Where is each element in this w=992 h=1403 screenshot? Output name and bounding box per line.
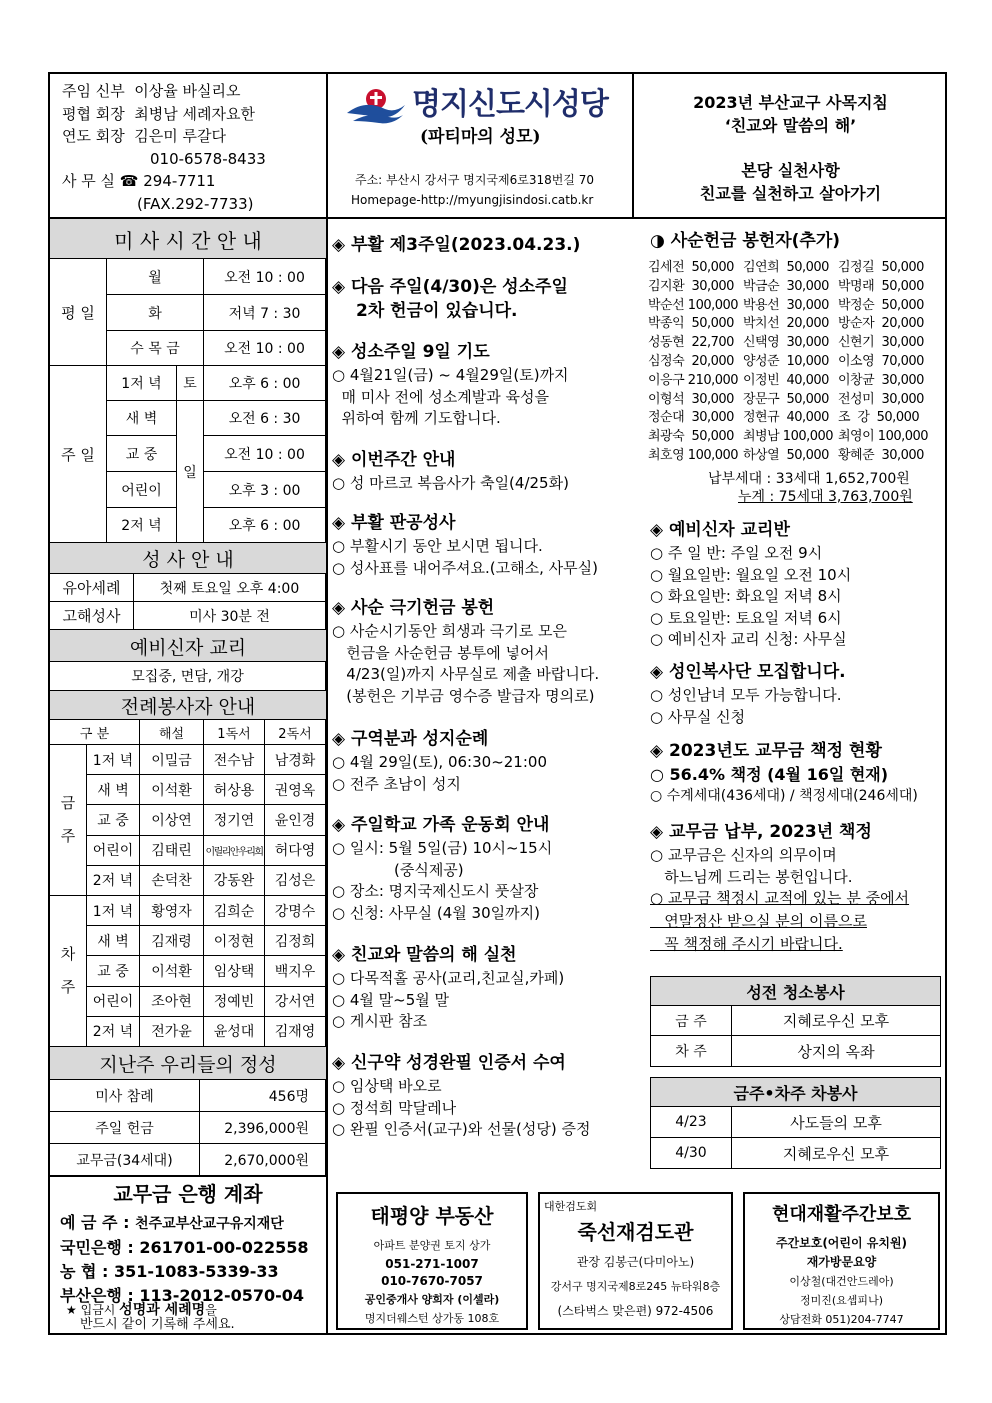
liturgy-minister: 전가윤 <box>140 1017 204 1047</box>
announcement-line: ○ 임상택 바오로 <box>332 1077 442 1095</box>
ad-title: 현대재활주간보호 <box>771 1204 912 1225</box>
announcement-title <box>650 823 872 843</box>
mass-name: 1저 녁 <box>107 366 177 401</box>
sunday-label: 주 일 <box>50 366 107 543</box>
donor-entry: 최호영 100,000 <box>648 448 739 463</box>
announcement-title-text: 성소주일 9일 기도 <box>351 342 490 362</box>
liturgy-minister: 이밀금 <box>140 745 204 775</box>
announcement-line: ○ 성사표를 내어주셔요.(고해소, 사무실) <box>332 558 598 577</box>
diamond-icon: ◈ <box>332 450 351 470</box>
liturgy-title: 전례봉사자 안내 <box>120 696 256 718</box>
liturgy-minister: 김정희 <box>265 926 326 956</box>
info-label: 평협 회장 <box>62 104 125 123</box>
bank-title: 교무금 은행 계좌 <box>113 1182 263 1206</box>
donor-entry: 최광숙 50,000 <box>648 429 734 445</box>
info-fax: (FAX.292-7733) <box>137 194 254 213</box>
note-text: ★ 입금시 <box>66 1303 120 1317</box>
announcement-line: ○ 신청: 사무실 (4월 30일까지) <box>332 903 540 922</box>
announcement-title-text: 부활 판공성사 <box>351 513 456 533</box>
donor-entry: 성동현 22,700 <box>648 335 734 351</box>
announcement-underlined-line: ○ 교무금 책정시 교적에 있는 분 중에서 <box>650 889 910 907</box>
info-value: 294-7711 <box>143 172 216 190</box>
announcement-line: (봉헌은 기부금 영수증 발급자 명의로) <box>332 686 595 705</box>
diamond-icon: ◈ <box>650 662 669 682</box>
church-address: 주소: 부산시 강서구 명지국제6로318번길 70 <box>355 173 594 187</box>
mass-time: 오전 10 : 00 <box>204 436 326 472</box>
announcement-title-text: 구역분과 성지순례 <box>351 729 489 749</box>
donor-entry: 정순대 30,000 <box>648 410 734 426</box>
mass-time: 오후 3 : 00 <box>204 472 326 508</box>
offering-label: 주일 헌금 <box>50 1112 200 1144</box>
ad-care <box>743 1192 940 1330</box>
diamond-icon: ◈ <box>650 741 669 761</box>
mass-time: 오후 6 : 00 <box>204 508 326 543</box>
donor-entry: 하상열 50,000 <box>743 448 829 463</box>
announcement-title <box>332 946 517 966</box>
liturgy-header: 구 분 <box>50 720 140 745</box>
liturgy-minister: 이정현 <box>204 926 265 956</box>
donor-entry: 김정길 50,000 <box>838 260 924 275</box>
lent-title: ◑ 사순헌금 봉헌자(추가) <box>650 231 841 251</box>
info-value: 최병남 세례자요한 <box>134 104 255 123</box>
announcement-line: 헌금을 사순헌금 봉투에 넣어서 <box>332 643 549 662</box>
lent-summary-2: 누계 : 75세대 3,763,700원 <box>738 489 913 505</box>
ad-line: 아파트 분양권 토지 상가 <box>373 1239 491 1252</box>
lent-summary-1: 납부세대 : 33세대 1,652,700원 <box>708 471 910 487</box>
announcement-title <box>650 521 790 541</box>
offering-value: 456명 <box>200 1080 326 1112</box>
announcement-title-text: 사순 극기헌금 봉헌 <box>351 598 495 618</box>
diamond-icon: ◈ <box>332 729 351 749</box>
liturgy-mass: 교 중 <box>87 805 140 835</box>
cleaning-value: 상지의 옥좌 <box>797 1042 875 1061</box>
mass-time: 오전 10 : 00 <box>204 259 326 295</box>
note-emphasis: 성명과 세례명 <box>119 1302 206 1318</box>
mass-day: 월 <box>107 259 204 295</box>
announcement-line: ○ 완필 인증서(교구)와 선물(성당) 증정 <box>332 1120 591 1138</box>
ad-top: 대한검도회 <box>544 1200 598 1213</box>
catechumen-value: 모집중, 면담, 개강 <box>50 662 326 691</box>
bank-label: 국민은행 : <box>60 1238 134 1257</box>
mass-day: 수 목 금 <box>107 331 204 366</box>
announcement-title-line2: 2차 헌금이 있습니다. <box>356 301 518 321</box>
announcement-title <box>332 451 455 471</box>
church-logo-icon <box>345 85 407 125</box>
tea-title: 금주•차주 차봉사 <box>651 1078 940 1107</box>
announcement-title <box>332 514 455 534</box>
liturgy-minister: 김태린 <box>140 836 204 866</box>
announcement-line: 위하여 함께 기도합니다. <box>332 409 501 427</box>
diamond-icon: ◈ <box>650 520 669 540</box>
liturgy-mass: 1저 녁 <box>87 896 140 926</box>
donor-entry: 박용선 30,000 <box>743 297 829 313</box>
announcement-line: ○ 교무금은 신자의 의무이며 <box>650 846 837 864</box>
practice-line1: 본당 실천사항 <box>741 161 840 180</box>
donor-entry: 김세전 50,000 <box>648 260 734 275</box>
announcement-line: 하느님께 드리는 봉헌입니다. <box>650 867 853 886</box>
announcement-title-text: 이번주간 안내 <box>351 450 456 470</box>
liturgy-minister: 이릴리안우리희 <box>204 836 265 866</box>
info-label: 사 무 실 ☎ <box>62 172 139 190</box>
announcement-line: ○ 월요일반: 월요일 오전 10시 <box>650 565 852 584</box>
liturgy-mass: 1저 녁 <box>87 745 140 775</box>
church-subtitle: (파티마의 성모) <box>420 127 541 147</box>
next-week-label: 차 주 <box>50 896 87 1047</box>
liturgy-mass: 교 중 <box>87 956 140 986</box>
donor-entry: 박금순 30,000 <box>743 278 829 294</box>
weekday-label: 평 일 <box>50 259 107 366</box>
liturgy-minister: 김희순 <box>204 896 265 926</box>
announcement-title-text: 친교와 말씀의 해 실천 <box>351 945 517 965</box>
donor-entry: 양성준 10,000 <box>743 354 829 369</box>
ad-line: 재가방문요양 <box>806 1255 877 1269</box>
ad-real-estate <box>336 1192 528 1330</box>
announcement-line: ○ 장소: 명지국제신도시 풋살장 <box>332 882 539 900</box>
announcement-line: ○ 전주 초남이 성지 <box>332 774 461 793</box>
liturgy-header: 해설 <box>140 720 204 745</box>
tea-date: 4/23 <box>651 1107 732 1138</box>
announcement-underlined-line: 연말정산 받으실 분의 이름으로 <box>650 912 867 930</box>
donor-entry: 최병남 100,000 <box>743 429 834 445</box>
ad-line: 정미진(요셉피나) <box>800 1294 883 1307</box>
this-week-label: 금 주 <box>50 745 87 896</box>
announcement-line: ○ 게시판 참조 <box>332 1012 428 1030</box>
diamond-icon: ◈ <box>332 277 351 297</box>
mass-time: 오전 10 : 00 <box>204 331 326 366</box>
church-homepage[interactable]: Homepage-http://myungjisindosi.catb.kr <box>351 193 594 207</box>
donor-entry: 박종익 50,000 <box>648 316 734 332</box>
mass-time: 저녁 7 : 30 <box>204 295 326 331</box>
donor-entry: 조 강 50,000 <box>838 410 920 426</box>
donor-entry: 방순자 20,000 <box>838 316 924 332</box>
announcement-title <box>332 1054 566 1074</box>
mass-time: 오전 6 : 30 <box>204 401 326 436</box>
mass-day: 토 <box>177 366 204 401</box>
mass-name: 어린이 <box>107 472 177 508</box>
liturgy-mass: 어린이 <box>87 987 140 1017</box>
divider <box>48 1175 327 1177</box>
sacrament-title: 성 사 안 내 <box>142 549 234 571</box>
mass-name: 2저 녁 <box>107 508 177 543</box>
ad-line: 명지더웨스턴 상가동 108호 <box>364 1312 500 1325</box>
announcement-title-text: 예비신자 교리반 <box>669 520 790 540</box>
liturgy-minister: 허다영 <box>265 836 326 866</box>
liturgy-minister: 임상택 <box>204 956 265 986</box>
donor-entry: 신택영 30,000 <box>743 335 829 351</box>
practice-line2: 친교를 실천하고 살아가기 <box>699 184 882 203</box>
liturgy-minister: 황영자 <box>140 896 204 926</box>
ad-kendo <box>538 1192 733 1330</box>
bank-account: 113-2012-0570-04 <box>139 1286 305 1305</box>
diamond-icon: ◈ <box>332 513 351 533</box>
ad-title: 죽선재검도관 <box>577 1220 694 1244</box>
donor-entry: 박명래 50,000 <box>838 278 924 294</box>
offering-value: 2,396,000원 <box>200 1112 326 1144</box>
announcement-line: ○ 성인남녀 모두 가능합니다. <box>650 686 842 704</box>
cleaning-label: 차 주 <box>651 1036 732 1066</box>
tea-group: 지혜로우신 모후 <box>782 1144 890 1163</box>
bank-account: 261701-00-022558 <box>139 1238 309 1257</box>
motto-line1: 2023년 부산교구 사목지침 <box>693 93 888 112</box>
offering-label: 교무금(34세대) <box>50 1144 200 1176</box>
mass-name: 새 벽 <box>107 401 177 436</box>
announcement-title <box>332 816 549 836</box>
liturgy-header: 1독서 <box>204 720 265 745</box>
note-text: 을 <box>205 1303 217 1317</box>
sacrament-value: 미사 30분 전 <box>134 602 326 630</box>
donor-entry: 장문구 50,000 <box>743 391 829 407</box>
diamond-icon: ◈ <box>332 342 351 362</box>
announcement-title-text: 다음 주일(4/30)은 성소주일 <box>351 277 568 297</box>
diamond-icon: ◈ <box>332 815 351 835</box>
announcement-title-text: 성인복사단 모집합니다. <box>669 662 846 682</box>
ad-line: 주간보호(어린이 유치원) <box>775 1236 908 1250</box>
liturgy-minister: 허상용 <box>204 775 265 805</box>
donor-entry: 전성미 30,000 <box>838 391 924 407</box>
announcement-title-text: 부활 제3주일(2023.04.23.) <box>351 235 581 255</box>
divider <box>326 72 328 219</box>
cleaning-value: 지혜로우신 모후 <box>732 1006 940 1036</box>
donor-entry: 심정숙 20,000 <box>648 354 734 369</box>
mass-title: 미 사 시 간 안 내 <box>114 228 262 253</box>
sacrament-label: 유아세례 <box>50 574 134 602</box>
announcement-title <box>332 730 488 750</box>
liturgy-minister: 이석환 <box>140 775 204 805</box>
offering-label: 미사 참례 <box>50 1080 200 1112</box>
liturgy-minister: 손덕찬 <box>140 866 204 896</box>
bank-label: 농 협 : <box>60 1262 109 1281</box>
church-name: 명지신도시성당 <box>412 87 608 122</box>
liturgy-header: 2독서 <box>265 720 326 745</box>
catechumen-title: 예비신자 교리 <box>129 636 247 659</box>
donor-entry: 박순선 100,000 <box>648 297 739 313</box>
liturgy-minister: 강동완 <box>204 866 265 896</box>
cleaning-label: 금 주 <box>651 1006 732 1036</box>
liturgy-minister: 정기연 <box>204 805 265 835</box>
diamond-icon: ◈ <box>332 235 351 255</box>
bank-note-2: 반드시 같이 기록해 주세요. <box>80 1317 235 1332</box>
liturgy-minister: 이상연 <box>140 805 204 835</box>
liturgy-mass: 2저 녁 <box>87 1017 140 1047</box>
sacrament-value: 첫째 토요일 오후 4:00 <box>134 574 326 602</box>
ad-line: (스타벅스 맞은편) 972-4506 <box>557 1304 714 1318</box>
liturgy-mass: 2저 녁 <box>87 866 140 896</box>
donor-entry: 최영이 100,000 <box>838 429 929 445</box>
mass-name: 교 중 <box>107 436 177 472</box>
announcement-title <box>650 663 846 683</box>
donor-entry: 박정순 50,000 <box>838 297 924 313</box>
ad-phone: 051-271-1007 <box>385 1257 479 1271</box>
bank-list <box>60 1211 309 1308</box>
donor-entry: 이소영 70,000 <box>838 354 924 369</box>
announcement-line: 매 미사 전에 성소계발과 육성을 <box>332 387 549 406</box>
diamond-icon: ◈ <box>332 598 351 618</box>
liturgy-minister: 김재령 <box>140 926 204 956</box>
liturgy-mass: 새 벽 <box>87 926 140 956</box>
diamond-icon: ◈ <box>650 822 669 842</box>
header-info <box>62 80 266 215</box>
motto-line2: ‘친교와 말씀의 해’ <box>724 116 857 135</box>
announcement-title <box>332 599 494 619</box>
liturgy-minister: 전수남 <box>204 745 265 775</box>
announcement-line: (중식제공) <box>332 860 464 879</box>
announcement-line: ○ 부활시기 동안 보시면 됩니다. <box>332 537 543 555</box>
bank-label: 예 금 주 : <box>60 1213 130 1232</box>
liturgy-minister: 이석환 <box>140 956 204 986</box>
announcement-line: ○ 화요일반: 화요일 저녁 8시 <box>650 587 842 605</box>
liturgy-mass: 어린이 <box>87 836 140 866</box>
announcement-line: ○ 4월 29일(토), 06:30~21:00 <box>332 753 547 771</box>
info-label: 주임 신부 <box>62 82 125 100</box>
bank-account: 351-1083-5339-33 <box>114 1262 279 1281</box>
donor-entry: 황혜준 30,000 <box>838 448 924 463</box>
donor-entry: 박치선 20,000 <box>743 316 829 332</box>
info-value: 이상율 바실리오 <box>134 82 241 100</box>
ad-line: 공인중개사 양희자 (이셀라) <box>364 1293 500 1306</box>
announcement-title-text: 신구약 성경완필 인증서 수여 <box>351 1053 566 1073</box>
mass-day: 화 <box>107 295 204 331</box>
announcement-line: ○ 다목적홀 공사(교리,친교실,카페) <box>332 969 565 987</box>
liturgy-minister: 권영옥 <box>265 775 326 805</box>
diamond-icon: ◈ <box>332 945 351 965</box>
column-divider <box>326 217 328 1335</box>
announcement-highlight: ○ 56.4% 책정 (4월 16일 현재) <box>650 765 889 784</box>
diamond-icon: ◈ <box>332 1053 351 1073</box>
liturgy-minister: 정예빈 <box>204 987 265 1017</box>
announcement-line: ○ 토요일반: 토요일 저녁 6시 <box>650 608 842 627</box>
announcement-title <box>332 236 580 256</box>
announcement-line: ○ 정석희 막달레나 <box>332 1098 457 1117</box>
donor-entry: 이형석 30,000 <box>648 391 734 407</box>
tea-group: 사도들의 모후 <box>732 1107 940 1138</box>
offering-value: 2,670,000원 <box>200 1144 326 1176</box>
ad-line: 관장 김봉근(다미아노) <box>576 1255 695 1269</box>
ad-title: 태평양 부동산 <box>370 1204 494 1228</box>
ad-line: 상담전화 051)204-7747 <box>779 1313 904 1326</box>
bank-note <box>66 1302 217 1318</box>
announcement-line: ○ 성 마르코 복음사가 축일(4/25화) <box>332 474 569 492</box>
liturgy-minister: 김재영 <box>265 1017 326 1047</box>
announcement-title-text: 주일학교 가족 운동회 안내 <box>351 815 550 835</box>
announcement-title-text: 교무금 납부, 2023년 책정 <box>669 822 872 842</box>
announcement-line: ○ 4월21일(금) ~ 4월29일(토)까지 <box>332 366 569 384</box>
liturgy-minister: 조아현 <box>140 987 204 1017</box>
liturgy-mass: 새 벽 <box>87 775 140 805</box>
liturgy-minister: 윤성대 <box>204 1017 265 1047</box>
announcement-line: ○ 예비신자 교리 신청: 사무실 <box>650 630 847 648</box>
liturgy-minister: 윤인경 <box>265 805 326 835</box>
announcement-title <box>332 278 568 298</box>
liturgy-minister: 백지우 <box>265 956 326 986</box>
info-value: 김은미 루갈다 <box>134 127 226 145</box>
announcement-title <box>332 343 490 363</box>
ad-line: 강서구 명지국제8로245 뉴타워8층 <box>550 1280 721 1293</box>
bank-value: 천주교부산교구유지재단 <box>135 1216 284 1232</box>
donor-entry: 이응구 210,000 <box>648 372 739 388</box>
tea-date: 4/30 <box>651 1138 732 1168</box>
ad-line: 이상철(대건안드레아) <box>789 1275 894 1288</box>
info-label: 연도 회장 <box>62 127 125 145</box>
donor-entry: 이창균 30,000 <box>838 372 924 388</box>
ad-phone: 010-7670-7057 <box>381 1274 483 1288</box>
donor-entry: 신현기 30,000 <box>838 335 924 351</box>
donor-entry: 정현규 40,000 <box>743 410 829 426</box>
announcement-line: ○ 사무실 신청 <box>650 707 746 726</box>
announcement-title-text: 2023년도 교무금 책정 현황 <box>669 741 882 761</box>
liturgy-minister: 강명수 <box>265 896 326 926</box>
info-phone: 010-6578-8433 <box>150 149 266 168</box>
announcement-title <box>650 742 882 762</box>
liturgy-minister: 남경화 <box>265 745 326 775</box>
cleaning-title: 성전 청소봉사 <box>651 977 940 1006</box>
bank-label: 부산은행 : <box>60 1286 134 1305</box>
mass-time: 오후 6 : 00 <box>204 366 326 401</box>
liturgy-minister: 강서연 <box>265 987 326 1017</box>
liturgy-minister: 김성은 <box>265 866 326 896</box>
donor-entry: 김지환 30,000 <box>648 278 734 294</box>
offering-title: 지난주 우리들의 정성 <box>99 1054 277 1076</box>
donor-entry: 김연희 50,000 <box>743 260 829 275</box>
announcement-line: ○ 사순시기동안 희생과 극기로 모은 <box>332 622 568 640</box>
mass-day: 일 <box>177 401 204 543</box>
announcement-line: ○ 4월 말~5월 말 <box>332 990 450 1009</box>
announcement-line: ○ 수계세대(436세대) / 책정세대(246세대) <box>650 788 918 804</box>
announcement-underlined-line: 꼭 책정해 주시기 바랍니다. <box>650 935 843 953</box>
announcement-line: ○ 일시: 5월 5일(금) 10시~15시 <box>332 839 553 857</box>
donor-entry: 이정빈 40,000 <box>743 372 829 388</box>
sacrament-label: 고해성사 <box>50 602 134 630</box>
announcement-line: ○ 주 일 반: 주일 오전 9시 <box>650 544 823 562</box>
announcement-line: 4/23(일)까지 사무실로 제출 바랍니다. <box>332 665 600 683</box>
